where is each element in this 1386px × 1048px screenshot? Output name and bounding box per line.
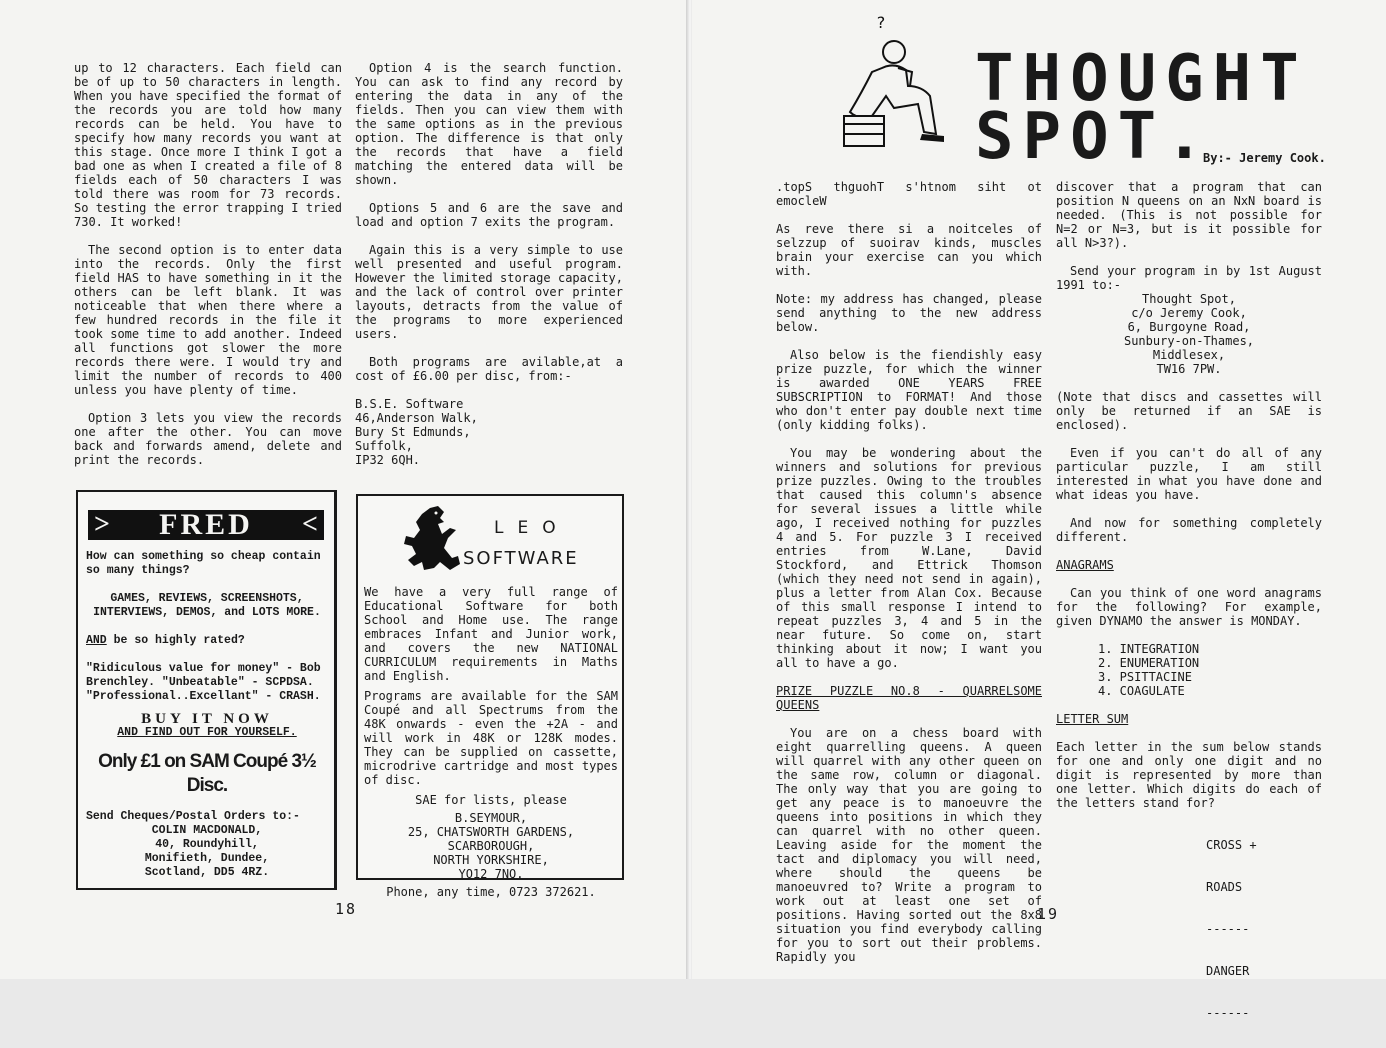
fred-send: Send Cheques/Postal Orders to:- (86, 810, 300, 823)
paragraph: Programs are available for the SAM Coupé and all Spectrums from the 48K onwards - even the +2A - and will work in 48K or 128K modes. They can be supplied on cassette, microdrive cartridge and most types of disc. (364, 689, 618, 787)
paragraph: And now for something completely different. (1056, 516, 1322, 544)
left-column-1 (74, 61, 342, 481)
address-line: 6, Burgoyne Road, (1127, 320, 1251, 334)
right-page (692, 0, 1386, 1020)
address-line: Thought Spot, (1142, 292, 1236, 306)
fred-question: How can something so cheap contain so many things? (86, 550, 321, 577)
byline: By:- Jeremy Cook. (1203, 151, 1326, 165)
paragraph: Again this is a very simple to use well presented and useful program. However the limited storage capacity, and the lack of control over printer layouts, detracts from the value of the programs to more experienced users. (355, 243, 623, 341)
list-item: 4. COAGULATE (1098, 684, 1185, 698)
address-line: Middlesex, (1152, 348, 1226, 362)
paragraph: (Note that discs and cassettes will only be returned if an SAE is enclosed). (1056, 390, 1322, 432)
leo-logo-text: LEO (494, 518, 570, 538)
left-page (0, 0, 688, 979)
paragraph: .topS thguohT s'htnom siht ot emocleW (776, 180, 1042, 208)
paragraph: We have a very full range of Educational Software for both School and Home use. The range embraces Infant and Junior work, and covers the new NATIONAL CURRICULUM requirements in Maths and English. (364, 585, 618, 683)
section-heading (1056, 712, 1322, 726)
sum-line: ROADS (1206, 880, 1243, 894)
page-number: 18 (335, 900, 358, 918)
paragraph: Options 5 and 6 are the save and load and option 7 exits the program. (355, 201, 623, 229)
address-line: 46,Anderson Walk, (355, 411, 478, 425)
letter-sum (1056, 810, 1322, 1048)
thinker-illustration-icon (832, 12, 962, 162)
paragraph: The second option is to enter data into the records. Only the first field HAS to have something in it the others can be left blank. It was noticeable that when there where a few hundred records in the file it took some time to add another. Indeed all functions got slower the more records there were. I would try and limit the number of records to 400 unless you have plenty of time. (74, 243, 342, 397)
paragraph: Can you think of one word anagrams for the following? For example, given DYNAMO the answer is MONDAY. (1056, 586, 1322, 628)
page-title-line1: THOUGHT (975, 42, 1308, 116)
fred-contents: GAMES, REVIEWS, SCREENSHOTS, INTERVIEWS, DEMOS, and LOTS MORE. (93, 592, 321, 619)
sum-line: ------ (1206, 1006, 1250, 1020)
paragraph: Each letter in the sum below stands for one and only one digit and no digit is represented by more than one letter. Which digits do each of the letters stand for? (1056, 740, 1322, 810)
fred-quotes: "Ridiculous value for money" - Bob Brenchley. "Unbeatable" - SCPDSA. "Professional..Excellant" - CRASH. (86, 662, 321, 703)
fred-find-out: AND FIND OUT FOR YOURSELF. (117, 726, 297, 739)
fred-buy-now: BUY IT NOW (141, 711, 273, 727)
paragraph: Note: my address has changed, please send anything to the new address below. (776, 292, 1042, 334)
paragraph: discover that a program that can position N queens on an NxN board is needed. (This is not possible for N=2 or N=3, but is it possible for all N>3?). (1056, 180, 1322, 250)
right-arrow-icon: > (94, 509, 110, 540)
leo-sae: SAE for lists, please (415, 793, 567, 807)
address-line: YO12 7NQ. (458, 867, 524, 881)
anagrams-heading: ANAGRAMS (1056, 558, 1114, 572)
address-line: TW16 7PW. (1156, 362, 1222, 376)
leo-address (364, 811, 618, 881)
fred-rated-text: be so highly rated? (106, 634, 245, 647)
paragraph: Option 4 is the search function. You can ask to find any record by entering the data in any of the fields. Then you can view them with the same options as in the previous option. The difference is that only the records that have a field matching the entered data will be shown. (355, 61, 623, 187)
fred-price: Only £1 on SAM Coupé 3½ Disc. (98, 751, 316, 796)
section-heading (1056, 558, 1322, 572)
address-line: B.S.E. Software (355, 397, 464, 411)
address-line: Sunbury-on-Thames, (1123, 334, 1255, 348)
address-line: 25, CHATSWORTH GARDENS, (407, 825, 575, 839)
address-line: 40, Roundyhill, (155, 838, 259, 851)
list-item: 1. INTEGRATION (1098, 642, 1200, 656)
prize-puzzle-heading: PRIZE PUZZLE NO.8 - QUARRELSOME QUEENS (776, 684, 1042, 712)
address-line: B.SEYMOUR, (454, 811, 528, 825)
paragraph: As reve there si a noitceles of selzzup of suoirav kinds, muscles brain your exercise can you which with. (776, 222, 1042, 278)
sum-line: CROSS + (1206, 838, 1257, 852)
address-line: Scotland, DD5 4RZ. (144, 866, 270, 879)
fred-address (86, 824, 328, 880)
sum-line: DANGER (1206, 964, 1250, 978)
section-heading (776, 684, 1042, 712)
paragraph: Also below is the fiendishly easy prize puzzle, for which the winner is awarded ONE YEARS FREE SUBSCRIPTION to FORMAT! And those who don't enter pay double next time (only kidding folks). (776, 348, 1042, 432)
address-line: SCARBOROUGH, (447, 839, 535, 853)
paragraph: You are on a chess board with eight quarrelling queens. A queen will quarrel with any other queen on the same row, column or diagonal. The only way that you are going to get any peace is to manoeuvre the queens into positions in which they can quarrel with no other queen. Leaving aside for the moment the tact and diplomacy you will need, where should the queens be manoeuvred to? Write a program to work out at least one set of positions. Having sorted out the 8x8 situation you find everybody calling for you to sort out their problems. Rapidly you (776, 726, 1042, 964)
left-column-2 (355, 61, 623, 467)
leo-phone: Phone, any time, 0723 372621. (386, 885, 596, 899)
paragraph: Both programs are avilable,at a cost of £6.00 per disc, from:- (355, 355, 623, 383)
fred-rated (86, 634, 328, 648)
page-number: 19 (1037, 905, 1060, 923)
svg-text:?: ? (876, 13, 886, 32)
address-block (1056, 292, 1322, 376)
list-item: 2. ENUMERATION (1098, 656, 1200, 670)
fred-advert (76, 490, 337, 890)
paragraph: You may be wondering about the winners and solutions for previous prize puzzles. Owing to the troubles that caused this column's absence for several issues a little while ago, I received nothing for puzzles 4 and 5. For puzzle 3 I received entries from W.Lane, David Stockford, and Ettrick Thomson (which they need not send in again), plus a letter from Alan Cox. Because of this small response I intend to repeat puzzles 3, 4 and 5 in the near future. So come on, start thinking about it now; I want you all to have a go. (776, 446, 1042, 670)
address-line: COLIN MACDONALD, (151, 824, 263, 837)
list-item: 3. PSITTACINE (1098, 670, 1192, 684)
address-line: Bury St Edmunds, (355, 425, 471, 439)
right-column-2 (1056, 180, 1322, 1048)
lion-logo-icon (400, 504, 462, 574)
sum-line: ------ (1206, 922, 1250, 936)
address-line: Monifieth, Dundee, (144, 852, 270, 865)
fred-banner (88, 510, 324, 540)
fred-title: FRED (159, 508, 253, 541)
fred-and: AND (86, 634, 107, 647)
software-logo-text: SOFTWARE (463, 548, 579, 569)
address-line: IP32 6QH. (355, 453, 421, 467)
leo-advert (356, 494, 624, 899)
address-line: Suffolk, (355, 439, 413, 453)
page-title-text: SPOT. (975, 100, 1213, 174)
paragraph: Send your program in by 1st August 1991 to:- (1056, 264, 1322, 292)
paragraph: Option 3 lets you view the records one after the other. You can move back and forwards amend, delete and print the records. (74, 411, 342, 467)
right-column-1 (776, 180, 1042, 978)
letter-sum-heading: LETTER SUM (1056, 712, 1129, 726)
paragraph: up to 12 characters. Each field can be of up to 50 characters in length. When you have specified the format of the records you are told how many records can be held. You have to specify how many records you want at this stage. Once more I think I got a bad one as when I created a file of 8 fields each of 50 characters I was told there was room for 73 records. So testing the error trapping I tried 730. It worked! (74, 61, 342, 229)
left-arrow-icon: < (302, 509, 318, 540)
address-line: NORTH YORKSHIRE, (433, 853, 549, 867)
address-block (355, 397, 623, 467)
paragraph: Even if you can't do all of any particular puzzle, I am still interested in what you have done and what ideas you have. (1056, 446, 1322, 502)
address-line: c/o Jeremy Cook, (1131, 306, 1247, 320)
anagram-list (1056, 642, 1322, 698)
